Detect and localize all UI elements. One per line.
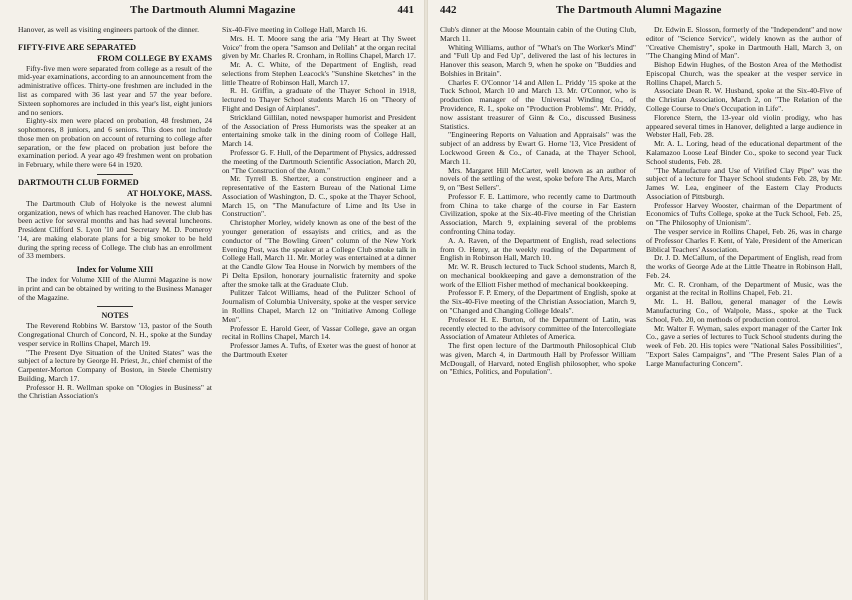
page-number: 442 xyxy=(440,4,457,16)
paragraph: Mr. Tyrrell B. Shertzer, a construction engineer and a representative of the Eastern Bureau of the National Lime Association of Washington, D. C., spoke at the Thayer School, March 15, on "The Manufacture of Lime and Its Use in Construction". xyxy=(222,174,416,219)
paragraph: The vesper service in Rollins Chapel, Feb. 26, was in charge of Professor Charles F. Kent, of Yale, President of the American Biblical Teachers' Association. xyxy=(646,226,842,254)
paragraph: Professor James A. Tufts, of Exeter was the guest of honor at the Dartmouth Exeter xyxy=(222,341,416,359)
paragraph: Mr. W. R. Brusch lectured to Tuck School students, March 8, on mechanical bookkeeping and gave a demonstration of the work of the Elliott Fisher method of mechanical bookkeeping. xyxy=(440,262,636,289)
paragraph: Mr. A. L. Loring, head of the educational department of the Kalamazoo Loose Leaf Binder Co., spoke to second year Tuck School students, Feb. 28. xyxy=(646,139,842,166)
paragraph: The Dartmouth Club of Holyoke is the newest alumni organization, news of which has reached Hanover. The club has been active for several months and has had several luncheons. President Clifford S. Lyon '10 and Secretary M. D. Pomeroy '14, are making elaborate plans for a big smoker to be held during the spring recess of College. The club has an enrollment of 33 members. xyxy=(18,198,212,261)
paragraph: "The Present Dye Situation of the United States" was the subject of a lecture by George H. Priest, Jr., chief chemist of the Carpenter-Morton Company of Boston, in Steele Chemistry Building, March 17. xyxy=(18,347,212,383)
columns xyxy=(18,26,420,401)
divider xyxy=(97,306,133,307)
paragraph: Six-40-Five meeting in College Hall, March 16. xyxy=(222,25,368,34)
paragraph: Professor E. Harold Geer, of Vassar College, gave an organ recital in Rollins Chapel, March 14. xyxy=(222,323,416,342)
paragraph: Mr. Walter F. Wyman, sales export manager of the Carter Ink Co., gave a series of lectures to Tuck School students during the week of Feb. 20. His topics were "National Sales Possibilities", "Export Sales Campaigns", and "The Present Sales Plan of a Large Manufacturing Concern". xyxy=(646,323,842,368)
paragraph: Bishop Edwin Hughes, of the Boston Area of the Methodist Episcopal Church, was the speaker at the vesper service in Rollins Chapel, March 5. xyxy=(646,60,842,87)
paragraph: The first open lecture of the Dartmouth Philosophical Club was given, March 4, in Dartmouth Hall by Professor William McDougall, of Harvard, noted English philosopher, who spoke on "Ethics, Politics, and Population". xyxy=(440,341,636,377)
paragraph: Pulitzer Talcot Williams, head of the Pulitzer School of Journalism of Columbia University, spoke at the vesper service in Rollins Chapel, March 12 on "Initiative Among College Men". xyxy=(222,288,416,324)
magazine-title: The Dartmouth Alumni Magazine xyxy=(130,4,296,16)
paragraph: Charles F. O'Connor '14 and Allen L. Priddy '15 spoke at the Tuck School, March 10 and March 13. Mr. O'Connor, who is production manager of the Universal Winding Co., of Providence, R. I., spoke on "Production Problems". Mr. Priddy, now assistant treasurer of Ginn & Co., discussed Business Statistics. xyxy=(440,77,636,131)
paragraph: Eighty-six men were placed on probation, 48 freshmen, 24 sophomores, 8 juniors, and 6 seniors. This does not include those men on probation on account of returning to college after separation, or the few placed on probation just before the examination period. A year ago 49 freshmen went on probation in February, while there were 64 in 1920. xyxy=(18,116,212,170)
paragraph: Club's dinner at the Moose Mountain cabin of the Outing Club, March 11. xyxy=(440,25,636,43)
paragraph: Professor G. F. Hull, of the Department of Physics, addressed the meeting of the Dartmouth Scientific Association, March 20, on "The Construction of the Atom." xyxy=(222,147,416,175)
section-heading: AT HOLYOKE, MASS. xyxy=(126,189,212,199)
paragraph: Professor Harvey Wooster, chairman of the Department of Economics of Tufts College, spoke at the Tuck School, Feb. 25, on "The Philosophy of Unionism". xyxy=(646,200,842,228)
paragraph: R. H. Griffin, a graduate of the Thayer School in 1918, lectured to Thayer School students March 16 on "Theory of Flight and Design of Airplanes". xyxy=(222,86,416,114)
paragraph: Dr. Edwin E. Slosson, formerly of the "Independent" and now editor of "Science Service", widely known as the author of "Creative Chemistry", spoke in Dartmouth Hall, March 3, on "The Changing Mind of Man". xyxy=(646,25,842,61)
paragraph: Florence Stern, the 13-year old violin prodigy, who has appeared several times in Hanover, delighted a large audience in Webster Hall, Feb. 28. xyxy=(646,112,842,140)
paragraph: Mr. C. R. Cronham, of the Department of Music, was the organist at the recital in Rollins Chapel, Feb. 21. xyxy=(646,279,842,298)
divider xyxy=(97,39,133,40)
paragraph: Dr. J. D. McCallum, of the Department of English, read from the works of George Ade at the Little Theatre in Robinson Hall, Feb. 24. xyxy=(646,253,842,280)
paragraph: Mrs. H. T. Moore sang the aria "My Heart at Thy Sweet Voice" from the opera "Samson and Delilah" at the organ recital given by Mr. Charles R. Cronham, in Rollins Chapel, March 17. xyxy=(222,33,416,61)
paragraph: Christopher Morley, widely known as one of the best of the younger generation of essayists and critics, and as the conductor of "The Bowling Green" column of the New York Evening Post, was the speaker at a College Club smoke talk in College Hall, March 11. Mr. Morley was entertained at a dinner at the Candle Glow Tea House in Norwich by members of the Pi Delta Epsilon, honorary journalistic fraternity and spoke after the smoke talk at the Graduate Club. xyxy=(222,218,416,289)
paragraph: "Engineering Reports on Valuation and Appraisals" was the subject of an address by Ewart G. Horne '13, Vice President of Lockwood Green & Co., of Canada, at the Thayer School, March 11. xyxy=(440,130,636,166)
paragraph: Professor F. E. Lattimore, who recently came to Dartmouth from China to take charge of the course in Far Eastern Civilization, spoke at the Six-40-Five meeting of the Christian Association, March 9, explaining several of the problems confronting China today. xyxy=(440,191,636,236)
divider xyxy=(97,174,133,175)
paragraph: The Reverend Robbins W. Barstow '13, pastor of the South Congregational Church of Concord, N. H., spoke at the Sunday vesper service in Rollins Chapel, March 19. xyxy=(18,321,212,348)
column-2 xyxy=(222,26,416,401)
section-heading: Index for Volume XIII xyxy=(76,265,154,275)
section-heading: DARTMOUTH CLUB FORMED xyxy=(18,177,139,187)
column-1 xyxy=(18,26,212,401)
column-1 xyxy=(440,26,636,377)
paragraph: Professor F. P. Emery, of the Department of English, spoke at the Six-40-Five meeting of the Christian Association, March 9, on "Changed and Changing College Ideals". xyxy=(440,288,636,315)
paragraph: Professor H. E. Burton, of the Department of Latin, was recently elected to the advisory committee of the Intercollegiate Association of Amateur Athletes of America. xyxy=(440,314,636,342)
section-heading: FROM COLLEGE BY EXAMS xyxy=(97,54,212,64)
section-heading: NOTES xyxy=(101,311,129,321)
paragraph: Fifty-five men were separated from college as a result of the mid-year examinations, according to an announcement from the administrative offices. Thirty-one freshmen are included in the list as compared with 36 last year and 57 the year before. Sixteen sophomores are included in this year's list, eight juniors and no seniors. xyxy=(18,63,212,117)
running-head xyxy=(18,0,420,26)
paragraph: Whiting Williams, author of "What's on The Worker's Mind" and "Full Up and Fed Up", delivered the last of his lectures in Hanover this season, March 9, when he spoke on "Buddies and Bolshies in Britain". xyxy=(440,42,636,78)
section-heading: FIFTY-FIVE ARE SEPARATED xyxy=(18,42,137,52)
page-number: 441 xyxy=(397,4,414,16)
magazine-title: The Dartmouth Alumni Magazine xyxy=(556,4,722,16)
paragraph: Strickland Gillilan, noted newspaper humorist and President of the Association of Press Humorists was the speaker at an entertaining smoke talk in the dining room of College Hall, March 14. xyxy=(222,112,416,149)
paragraph: The index for Volume XIII of the Alumni Magazine is now in print and can be obtained by writing to the Business Manager of the Magazine. xyxy=(18,275,212,302)
paragraph: Hanover, as well as visiting engineers partook of the dinner. xyxy=(18,25,199,34)
right-page xyxy=(426,0,852,600)
paragraph: Professor H. R. Wellman spoke on "Ologies in Business" at the Christian Association's xyxy=(18,382,212,401)
column-2 xyxy=(646,26,842,377)
paragraph: Associate Dean R. W. Husband, spoke at the Six-40-Five of the Christian Association, March 2, on "The Relation of the College Course to One's Occupation in Life". xyxy=(646,86,842,114)
paragraph: "The Manufacture and Use of Virified Clay Pipe" was the subject of a lecture for Thayer School students Feb. 28, by Mr. James W. Lea, engineer of the Eastern Clay Products Association of Pittsburgh. xyxy=(646,165,842,201)
columns xyxy=(440,26,842,377)
running-head xyxy=(440,0,842,26)
paragraph: Mr. L. H. Ballou, general manager of the Lewis Manufacturing Co., of Walpole, Mass., spoke at the Tuck School, Feb. 20, on methods of production control. xyxy=(646,297,842,324)
paragraph: Mrs. Margaret Hill McCarter, well known as an author of novels of the settling of the west, spoke before The Arts, March 9, on "Best Sellers". xyxy=(440,165,636,193)
paragraph: A. A. Raven, of the Department of English, read selections from O. Henry, at the weekly reading of the Department of English in Robinson Hall, March 10. xyxy=(440,235,636,263)
paragraph: Mr. A. C. White, of the Department of English, read selections from Stephen Leacock's "Sunshine Sketches" in the little Theatre of Robinson Hall, March 17. xyxy=(222,60,416,87)
